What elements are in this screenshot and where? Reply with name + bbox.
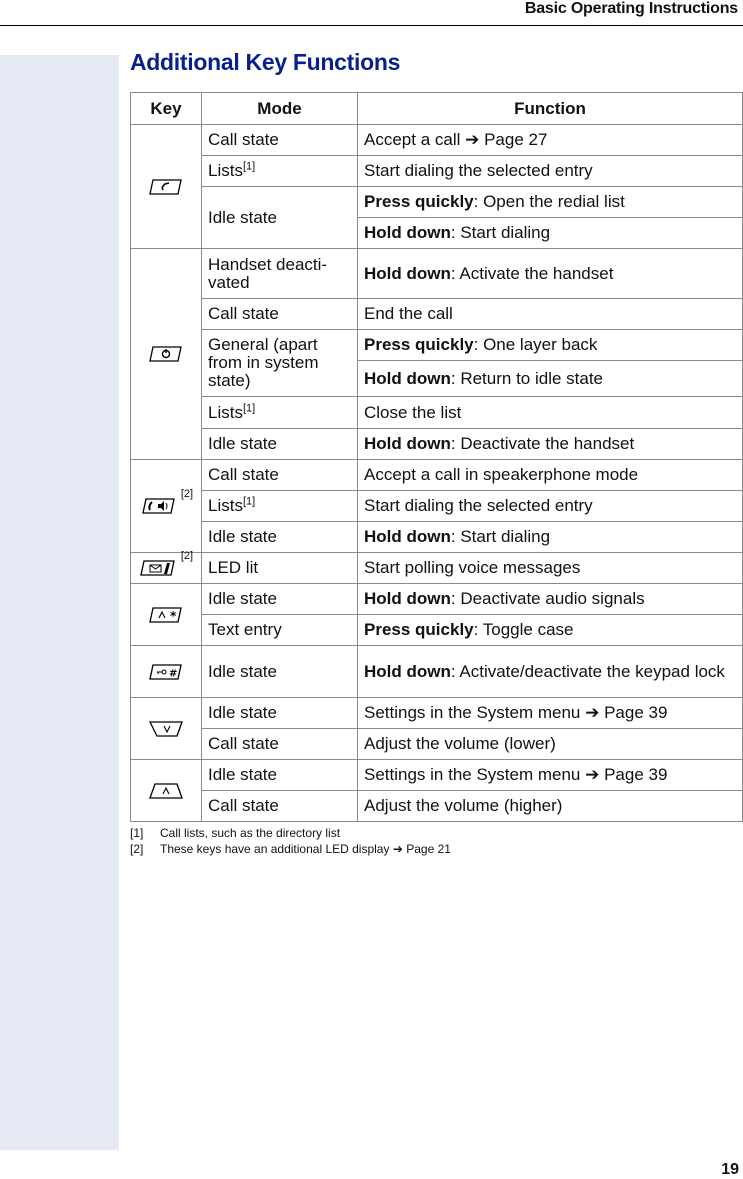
function-cell: Hold down: Deactivate audio signals — [358, 584, 743, 615]
table-row — [131, 729, 743, 760]
table-row — [131, 791, 743, 822]
hash-key-icon — [146, 663, 186, 681]
function-cell: Hold down: Return to idle state — [358, 361, 743, 397]
mode-cell: Handset deacti-vated — [202, 249, 358, 299]
page-number: 19 — [721, 1161, 739, 1178]
footnote-ref: [2] — [180, 487, 194, 500]
table-row — [131, 584, 743, 615]
mode-cell: Idle state — [202, 698, 358, 729]
function-cell: Hold down: Activate/deactivate the keypad lock — [358, 646, 743, 698]
mode-cell: Idle state — [202, 584, 358, 615]
table-row — [131, 330, 743, 361]
arrow-right-icon: ➔ — [585, 765, 600, 784]
key-cell — [131, 646, 202, 698]
table-row — [131, 646, 743, 698]
table-row — [131, 522, 743, 553]
function-cell: Accept a call ➔ Page 27 — [358, 125, 743, 156]
function-cell: Hold down: Start dialing — [358, 522, 743, 553]
footnote-ref: [1] — [242, 160, 256, 173]
speaker-key-icon — [139, 497, 179, 515]
function-cell: Press quickly: Open the redial list — [358, 187, 743, 218]
mode-cell: Lists[1] — [202, 491, 358, 522]
key-cell — [131, 249, 202, 460]
page-reference: Page 39 — [604, 765, 668, 784]
table-row — [131, 491, 743, 522]
function-cell: Hold down: Start dialing — [358, 218, 743, 249]
function-cell: Start dialing the selected entry — [358, 491, 743, 522]
footnote-number: [2] — [130, 842, 144, 856]
star-key-icon — [146, 606, 186, 624]
column-header-function: Function — [358, 93, 743, 125]
key-cell — [131, 125, 202, 249]
footnote-ref: [1] — [242, 401, 256, 414]
footnote-number: [1] — [130, 826, 144, 840]
arrow-right-icon: ➔ — [585, 703, 600, 722]
table-header-row — [131, 93, 743, 125]
header-rule — [0, 25, 743, 26]
key-functions-table — [130, 92, 743, 822]
mode-cell: Call state — [202, 125, 358, 156]
mode-cell: Idle state — [202, 522, 358, 553]
mode-cell: Idle state — [202, 646, 358, 698]
footnote-ref: [2] — [180, 549, 194, 562]
mode-cell: Call state — [202, 791, 358, 822]
function-cell: End the call — [358, 299, 743, 330]
table-row — [131, 460, 743, 491]
table-row — [131, 156, 743, 187]
footnote-ref: [1] — [242, 495, 256, 508]
page-reference: Page 27 — [484, 130, 548, 149]
function-cell: Press quickly: One layer back — [358, 330, 743, 361]
function-cell: Adjust the volume (lower) — [358, 729, 743, 760]
mode-cell: Lists[1] — [202, 397, 358, 429]
table-row — [131, 553, 743, 584]
table-row — [131, 397, 743, 429]
volume-down-key-icon — [146, 720, 186, 738]
function-cell: Start dialing the selected entry — [358, 156, 743, 187]
on-hook-key-icon — [146, 345, 186, 363]
mode-cell: Call state — [202, 460, 358, 491]
table-row — [131, 125, 743, 156]
mode-cell: Text entry — [202, 615, 358, 646]
mode-cell: LED lit — [202, 553, 358, 584]
page-reference: Page 21 — [406, 842, 451, 856]
svg-text:*: * — [170, 608, 177, 623]
svg-text:#: # — [169, 668, 178, 680]
sidebar-margin — [0, 55, 119, 1150]
page-reference: Page 39 — [604, 703, 668, 722]
table-row — [131, 249, 743, 299]
table-row — [131, 615, 743, 646]
key-cell — [131, 549, 202, 584]
function-cell: Hold down: Activate the handset — [358, 249, 743, 299]
table-row — [131, 760, 743, 791]
arrow-right-icon: ➔ — [465, 130, 480, 149]
footnote-text: Call lists, such as the directory list — [160, 826, 341, 840]
key-cell — [131, 698, 202, 760]
function-cell: Accept a call in speakerphone mode — [358, 460, 743, 491]
function-cell: Press quickly: Toggle case — [358, 615, 743, 646]
key-cell — [131, 760, 202, 822]
key-cell — [131, 584, 202, 646]
mode-cell: Lists[1] — [202, 156, 358, 187]
function-cell: Start polling voice messages — [358, 553, 743, 584]
mode-cell: General (apart from in system state) — [202, 330, 358, 397]
column-header-mode: Mode — [202, 93, 358, 125]
table-row — [131, 299, 743, 330]
table-row — [131, 429, 743, 460]
footnote — [130, 841, 451, 857]
footnotes — [130, 825, 451, 857]
column-header-key: Key — [131, 93, 202, 125]
handset-lift-key-icon — [146, 178, 186, 196]
mode-cell: Call state — [202, 299, 358, 330]
section-title: Additional Key Functions — [130, 49, 401, 75]
key-cell — [131, 460, 202, 553]
mode-cell: Call state — [202, 729, 358, 760]
table-row — [131, 187, 743, 218]
footnote — [130, 825, 451, 841]
arrow-right-icon: ➔ — [392, 842, 403, 856]
function-cell: Adjust the volume (higher) — [358, 791, 743, 822]
function-cell: Close the list — [358, 397, 743, 429]
volume-up-key-icon — [146, 782, 186, 800]
function-cell: Settings in the System menu ➔ Page 39 — [358, 698, 743, 729]
function-cell: Settings in the System menu ➔ Page 39 — [358, 760, 743, 791]
table-row — [131, 698, 743, 729]
header-title: Basic Operating Instructions — [524, 0, 738, 17]
footnote-text: These keys have an additional LED display ➔ Page 21 — [160, 842, 451, 856]
mode-cell: Idle state — [202, 429, 358, 460]
function-cell: Hold down: Deactivate the handset — [358, 429, 743, 460]
message-key-icon — [139, 559, 179, 577]
mode-cell: Idle state — [202, 187, 358, 249]
mode-cell: Idle state — [202, 760, 358, 791]
